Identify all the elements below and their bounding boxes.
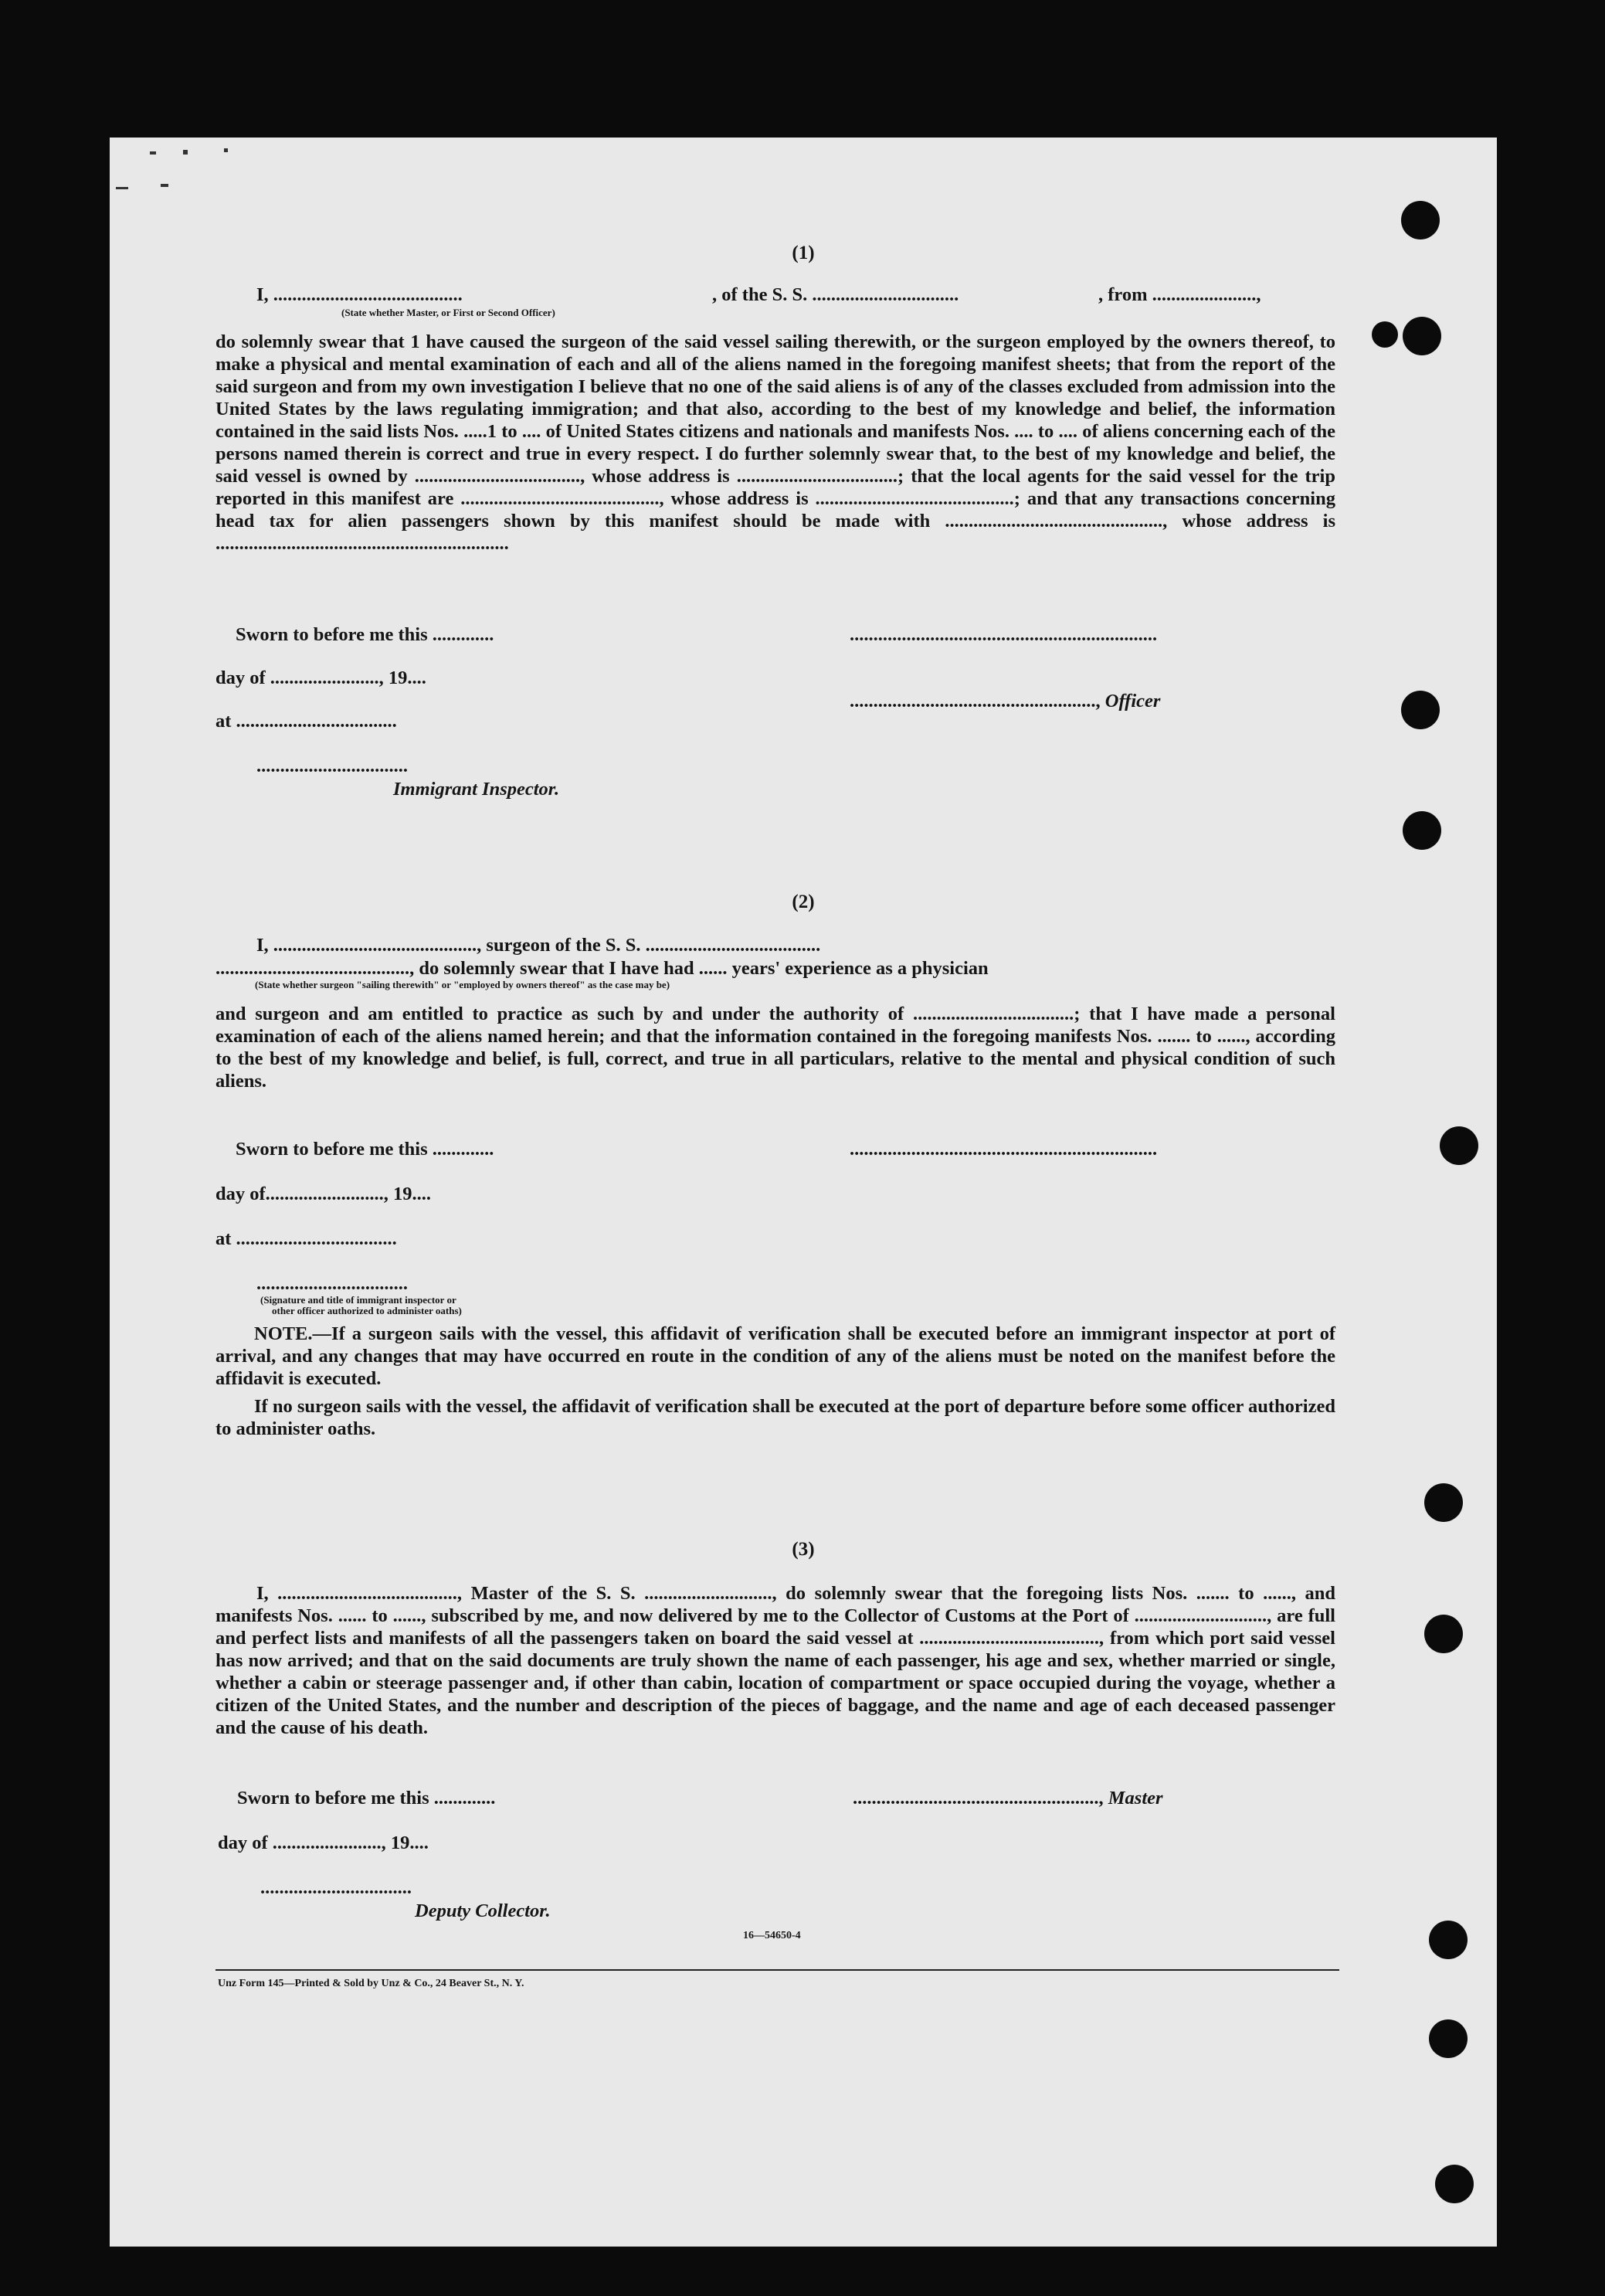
sec2-signature-note-2: other officer authorized to administer oaths) (272, 1305, 462, 1316)
sec2-sworn-line: Sworn to before me this ............. (236, 1139, 494, 1160)
form-page (110, 138, 1497, 2247)
sec1-officer-signature: ...................................................., Officer (850, 691, 1161, 712)
section-1-number: (1) (792, 243, 815, 263)
sec2-signature-dots: ................................ (256, 1273, 408, 1294)
form-code: 16—54650-4 (743, 1930, 801, 1941)
binder-hole (1401, 691, 1440, 729)
sec1-officer-field: I, ........................................ (256, 284, 463, 305)
ink-mark (150, 151, 156, 155)
sec1-signature-line: ................................................................. (850, 624, 1158, 645)
sec1-vessel-field: , of the S. S. ............................... (712, 284, 959, 305)
sec1-officer-label: Officer (1104, 691, 1161, 712)
sec3-collector-dots: ................................ (260, 1877, 412, 1898)
sec3-sworn-line: Sworn to before me this ............. (237, 1788, 496, 1809)
binder-hole (1372, 321, 1398, 348)
binder-hole (1403, 811, 1441, 850)
sec3-master-label: Master (1108, 1788, 1163, 1809)
section-2-number: (2) (792, 892, 815, 912)
footer-rule (215, 1969, 1339, 1971)
ink-mark (161, 184, 168, 187)
sec2-signature-note-1: (Signature and title of immigrant inspector or (260, 1294, 456, 1306)
ink-mark (116, 187, 128, 189)
binder-hole (1424, 1615, 1463, 1653)
binder-hole (1429, 1921, 1468, 1959)
binder-hole (1403, 317, 1441, 355)
sec2-note-paragraph-2: If no surgeon sails with the vessel, the affidavit of verification shall be executed at the port of departure before some officer authorized to administer oaths. (215, 1396, 1335, 1439)
binder-hole (1440, 1126, 1478, 1165)
sec1-oath-text: do solemnly swear that 1 have caused the surgeon of the said vessel sailing therewith, or the surgeon employed by the owners thereof, to make a physical and mental examination of each and all of the aliens named in the foregoing manifest sheets; that from the report of the said surgeon and from my own investigation I believe that no one of the said aliens is of any of the classes excluded from admission into the United States by the laws regulating immigration; and that also, according to the best of my knowledge and belief, the information contained in the said lists Nos. .....1 to .... of United States citizens and nationals and manifests Nos. .... to .... of aliens concerning each of the persons named therein is correct and true in every respect. I do further solemnly swear that, to the best of my knowledge and belief, the said vessel is owned by ..................................., whose address is ..................................; that the local agents for the said vessel for the trip reported in this manifest are .........................................., whose address is ..........................................; and that any transactions concerning head tax for alien passengers shown by this manifest should be made with .............................................., whose address is .............................................................. (215, 331, 1335, 554)
sec1-day-of-line: day of ......................., 19.... (215, 667, 426, 688)
section-3-number: (3) (792, 1539, 815, 1560)
sec1-inspector-dots: ................................ (256, 756, 408, 776)
sec3-day-of-line: day of ......................., 19.... (218, 1832, 429, 1853)
sec1-officer-note: (State whether Master, or First or Second Officer) (341, 307, 555, 318)
binder-hole (1424, 1483, 1463, 1522)
sec3-oath-text: I, ......................................, Master of the S. S. ..........................., do solemnly swear that the foregoing lists Nos. ....... to ......, and manifests Nos. ...... to ......, subscribed by me, and now delivered by me to the Collector of Customs at the Port of ............................, are full and perfect lists and manifests of all the passengers taken on board the said vessel at ......................................, from which port said vessel has now arrived; and that on the said documents are truly shown the name of each passenger, his age and sex, whether married or single, whether a cabin or steerage passenger and, if other than cabin, location of compartment or space occupied during the voyage, whether a citizen of the United States, and the number and description of the pieces of baggage, and the name and age of each deceased passenger and the cause of his death. (215, 1583, 1335, 1738)
sec3-collector-label: Deputy Collector. (415, 1900, 551, 1921)
sec1-inspector-label: Immigrant Inspector. (393, 779, 560, 800)
sec1-at-line: at .................................. (215, 711, 397, 732)
sec2-note-paragraph-1: NOTE.—If a surgeon sails with the vessel, this affidavit of verification shall be executed before an immigrant inspector at port of arrival, and any changes that may have occurred en route in the condition of any of the aliens must be noted on the manifest before the affidavit is executed. (215, 1323, 1335, 1389)
sec2-experience-line: ........................................., do solemnly swear that I have had ...... years' experience as a physician (215, 958, 989, 979)
sec2-surgeon-line: I, ..........................................., surgeon of the S. S. ..................................... (256, 935, 821, 956)
sec2-oath-text: and surgeon and am entitled to practice as such by and under the authority of ..................................; that I have made a personal examination of each of the aliens named herein; and that the information contained in the foregoing manifests Nos. ....... to ......, according to the best of my knowledge and belief, is full, correct, and true in all particulars, relative to the mental and physical condition of such aliens. (215, 1004, 1335, 1092)
ink-mark (224, 148, 228, 152)
printer-imprint: Unz Form 145—Printed & Sold by Unz & Co., 24 Beaver St., N. Y. (218, 1978, 524, 1989)
sec3-master-signature: ...................................................., Master (853, 1788, 1163, 1809)
sec1-sworn-line: Sworn to before me this ............. (236, 624, 494, 645)
sec2-at-line: at .................................. (215, 1228, 397, 1249)
ink-mark (183, 150, 188, 155)
binder-hole (1429, 2019, 1468, 2058)
sec2-signature-line: ................................................................. (850, 1139, 1158, 1160)
binder-hole (1401, 201, 1440, 239)
binder-hole (1435, 2165, 1474, 2203)
sec2-surgeon-note: (State whether surgeon "sailing therewith" or "employed by owners thereof" as the case may be) (255, 979, 670, 990)
sec2-day-of-line: day of........................., 19.... (215, 1184, 432, 1204)
sec1-from-field: , from ......................, (1098, 284, 1261, 305)
